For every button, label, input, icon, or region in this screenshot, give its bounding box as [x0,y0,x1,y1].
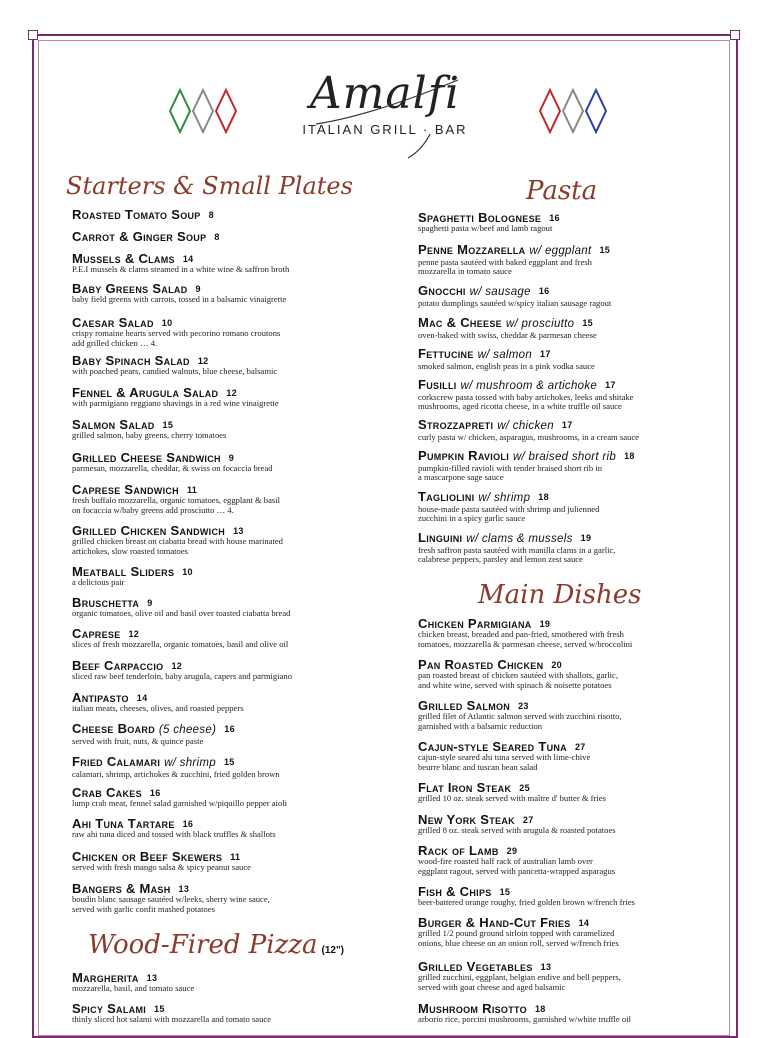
menu-item-description: lump crab meat, fennel salad garnished w/piquillo pepper aioli [72,798,288,808]
menu-item [418,885,728,908]
section-title-pizza-wrap [88,930,344,960]
diamond-ornament-left [168,88,238,134]
menu-item-option: w/ sausage [469,286,531,298]
menu-item-description: slices of fresh mozzarella, organic tomatoes, basil and olive oil [72,639,289,649]
menu-item-description: served with fresh mango salsa & spicy peanut sauce [72,862,251,872]
menu-item-price: 12 [128,629,140,639]
menu-item [72,1002,392,1025]
menu-item-description: pan roasted breast of chicken sautéed with shallots, garlic, and white wine, served with spinach & noisette potatoes [418,670,618,690]
menu-item-name: Caprese [72,626,121,641]
menu-item-description: potato dumplings sautéed w/spicy italian sausage ragout [418,297,612,308]
menu-item-name: Chicken Parmigiana [418,616,532,631]
logo-name: Amalfi [309,68,461,119]
menu-item-price: 15 [599,245,611,255]
menu-item-description: italian meats, cheeses, olives, and roasted peppers [72,703,244,713]
menu-item-description: cajun-style seared ahi tuna served with lime-chive beurre blanc and tuscan bean salad [418,752,591,772]
menu-item-title [418,347,728,362]
menu-item-name: New York Steak [418,812,515,827]
menu-item-price: 16 [549,213,560,223]
menu-item-description: crispy romaine hearts served with pecorino romano croutons add grilled chicken … 4. [72,328,281,348]
menu-item-description: grilled 10 oz. steak served with maître d' butter & fries [418,793,606,803]
menu-item-description: calamari, shrimp, artichokes & zucchini, fried golden brown [72,768,280,779]
menu-item [418,658,728,690]
menu-item [72,627,392,650]
menu-item-option: w/ mushroom & artichoke [460,380,598,392]
menu-item [72,722,392,746]
menu-item-name: Fusilli [418,377,457,392]
menu-item-price: 15 [582,318,593,328]
menu-item [418,243,728,277]
menu-item-description: grilled 1/2 pound ground sirloin topped with caramelized onions, blue cheese on an onion roll, served w/french fries [418,928,619,948]
menu-item-option: w/ eggplant [529,245,592,257]
menu-item-price: 14 [182,254,194,264]
menu-item-name: Grilled Chicken Sandwich [72,523,226,538]
menu-item-description: a delicious pair [72,577,125,587]
menu-item-price: 13 [146,973,158,983]
menu-item-name: Mussels & Clams [72,251,175,266]
menu-item-price: 18 [534,1004,546,1014]
menu-item-name: Roasted Tomato Soup [72,207,201,222]
menu-item-price: 13 [233,526,244,536]
menu-item-description: arborio rice, porcini mushrooms, garnished w/white truffle oil [418,1014,631,1024]
menu-item-price: 19 [539,619,551,629]
menu-item-description: curly pasta w/ chicken, asparagus, mushrooms, in a cream sauce [418,431,639,442]
menu-item-description: raw ahi tuna diced and tossed with black truffles & shallots [72,829,276,839]
menu-item-price: 15 [154,1004,165,1014]
menu-item-price: 16 [224,724,235,734]
menu-item-name: Flat Iron Steak [418,780,512,795]
menu-item-option: w/ shrimp [164,757,216,769]
menu-item-title [72,208,392,221]
menu-item [72,386,392,409]
menu-item-price: 27 [522,815,534,825]
menu-item-name: Linguini [418,530,463,545]
menu-item-name: Bangers & Mash [72,881,171,896]
menu-item [72,817,392,840]
menu-item-title [418,531,728,546]
menu-item-price: 29 [506,846,518,856]
menu-item [418,449,728,483]
menu-item-description: fresh buffalo mozzarella, organic tomatoes, eggplant & basil on focaccia w/baby greens add prosciutto … 4. [72,495,281,515]
menu-item-title [418,418,728,433]
menu-item-name: Crab Cakes [72,785,142,800]
menu-item-description: grilled zucchini, eggplant, belgian endive and bell peppers, served with goat cheese and aged balsamic [418,972,621,992]
menu-item-option: w/ braised short rib [512,451,617,463]
menu-item-name: Antipasto [72,690,129,705]
menu-item-price: 10 [161,318,173,328]
menu-item-price: 12 [226,388,237,398]
menu-item-description: wood-fire roasted half rack of australian lamb over eggplant ragout, served with pancetta-wrapped asparagus [418,856,616,876]
menu-item-price: 27 [574,742,586,752]
menu-item-description: mozzarella, basil, and tomato sauce [72,983,195,993]
menu-item [72,524,392,556]
menu-item-description: spaghetti pasta w/beef and lamb ragout [418,223,553,233]
menu-item-description: house-made pasta sautéed with shrimp and julienned zucchini in a spicy garlic sauce [418,503,600,524]
restaurant-logo [300,70,470,160]
menu-item-description: grilled salmon, baby greens, cherry tomatoes [72,430,227,440]
menu-item [418,378,728,412]
menu-item-description: penne pasta sautéed with baked eggplant and fresh mozzarella in tomato sauce [418,256,592,277]
menu-item [72,882,392,914]
menu-item [72,786,392,809]
menu-item-price: 17 [605,380,616,390]
menu-item-description: grilled 8 oz. steak served with arugula & roasted potatoes [418,825,616,835]
pizza-size: (12") [321,945,345,956]
menu-item-price: 17 [540,349,551,359]
menu-item-name: Penne Mozzarella [418,242,526,257]
menu-item-price: 17 [561,420,573,430]
menu-item-name: Salmon Salad [72,417,155,432]
menu-item-name: Cajun-style Seared Tuna [418,739,567,754]
logo-swoosh-icon [310,76,460,162]
menu-item-price: 12 [197,356,209,366]
menu-item-price: 11 [230,852,241,862]
menu-item-name: Mac & Cheese [418,315,502,330]
menu-item [418,490,728,524]
section-title-pasta: Pasta [526,176,598,206]
corner-ornament [730,30,740,40]
menu-item-price: 9 [147,598,153,608]
menu-item-price: 15 [499,887,511,897]
menu-item [418,844,728,876]
menu-item-name: Margherita [72,970,139,985]
menu-item-name: Rack of Lamb [418,843,499,858]
menu-item [418,960,728,992]
menu-item [418,211,728,234]
menu-item [72,230,392,243]
menu-item-name: Strozzapreti [418,417,494,432]
menu-item-description: P.E.I mussels & clams steamed in a white wine & saffron broth [72,264,290,274]
menu-item [418,617,728,649]
menu-item [418,316,728,340]
menu-item-description: grilled filet of Atlantic salmon served with zucchini risotto, garnished with a balsamic reduction [418,711,622,731]
menu-item-option: w/ salmon [477,349,533,361]
menu-item [418,418,728,442]
menu-item-name: Tagliolini [418,489,475,504]
menu-item [418,781,728,804]
menu-item-description: oven-baked with swiss, cheddar & parmesan cheese [418,329,597,340]
menu-item-title [418,490,728,505]
menu-item-description: organic tomatoes, olive oil and basil over toasted ciabatta bread [72,608,291,618]
menu-item [418,813,728,836]
menu-item-price: 8 [214,232,220,242]
menu-item-title [72,722,392,737]
menu-item-description: pumpkin-filled ravioli with tender braised short rib in a mascarpone sage sauce [418,462,603,483]
menu-item-name: Baby Spinach Salad [72,353,190,368]
menu-item-name: Carrot & Ginger Soup [72,229,207,244]
menu-item-price: 8 [208,210,214,220]
menu-item-title [418,316,728,331]
menu-item-name: Beef Carpaccio [72,658,164,673]
menu-item [72,850,392,873]
menu-item-price: 9 [228,453,235,463]
menu-item-description: grilled chicken breast on ciabatta bread with house marinated artichokes, slow roasted tomatoes [72,536,283,556]
menu-item-description: corkscrew pasta tossed with baby artichokes, leeks and shitake mushrooms, aged ricotta cheese, in a white truffle oil sauce [418,391,634,412]
menu-item-price: 11 [186,485,198,495]
menu-item [72,316,392,348]
menu-item-price: 10 [182,567,193,577]
menu-item-name: Pan Roasted Chicken [418,657,544,672]
menu-item-name: Fish & Chips [418,884,492,899]
menu-item-price: 18 [624,451,635,461]
menu-item-option: w/ prosciutto [505,318,575,330]
menu-item-name: Bruschetta [72,595,140,610]
logo-tagline: ITALIAN GRILL · BAR [302,122,468,137]
section-title-starters: Starters & Small Plates [66,172,353,200]
menu-item-option: (5 cheese) [158,724,217,736]
menu-item [72,252,392,275]
menu-item-name: Fennel & Arugula Salad [72,385,219,400]
menu-item-description: with poached pears, candied walnuts, blue cheese, balsamic [72,366,278,376]
menu-item [418,699,728,731]
menu-item [418,531,728,565]
menu-item-price: 19 [580,533,592,543]
menu-item [72,596,392,619]
menu-item-price: 9 [195,284,201,294]
menu-item-title [418,378,728,393]
menu-item-description: fresh saffron pasta sautéed with manilla clams in a garlic, calabrese peppers, parsley and lemon zest sauce [418,544,616,565]
diamond-ornament-right [538,88,608,134]
menu-item-description: chicken breast, breaded and pan-fried, smothered with fresh tomatoes, mozzarella & parmesan cheese, served w/broccolini [418,629,633,649]
corner-ornament [28,30,38,40]
menu-item-description: baby field greens with carrots, tossed in a balsamic vinaigrette [72,294,287,304]
menu-item-name: Baby Greens Salad [72,281,188,296]
menu-item-description: beer-battered orange roughy, fried golden brown w/french fries [418,897,635,907]
menu-item-price: 25 [519,783,530,793]
menu-item-price: 13 [540,962,552,972]
menu-item [72,691,392,714]
menu-item-name: Burger & Hand-Cut Fries [418,915,571,930]
menu-item-name: Mushroom Risotto [418,1001,527,1016]
menu-item-name: Grilled Cheese Sandwich [72,450,221,465]
menu-item [72,354,392,377]
menu-item-title [418,284,728,299]
menu-item-option: w/ chicken [497,420,554,432]
menu-item-name: Ahi Tuna Tartare [72,816,175,831]
menu-item-price: 12 [171,661,183,671]
menu-item [72,282,392,305]
section-title-pizza: Wood-Fired Pizza [88,930,318,960]
menu-item-price: 15 [162,420,174,430]
menu-item [418,916,728,948]
menu-item-price: 16 [149,788,161,798]
menu-item-name: Chicken or Beef Skewers [72,849,223,864]
menu-item [72,659,392,682]
menu-item-price: 18 [538,492,549,502]
menu-item [418,347,728,371]
menu-item-description: smoked salmon, english peas in a pink vodka sauce [418,360,595,371]
menu-item-name: Meatball Sliders [72,564,175,579]
menu-item-description: thinly sliced hot salami with mozzarella and tomato sauce [72,1014,272,1024]
menu-item-title [418,243,728,258]
menu-item-description: sliced raw beef tenderloin, baby arugula, capers and parmigiano [72,671,293,681]
menu-item-price: 20 [551,660,562,670]
menu-item-price: 13 [178,884,190,894]
menu-item-name: Grilled Salmon [418,698,511,713]
menu-item-name: Grilled Vegetables [418,959,533,974]
menu-item [418,1002,728,1025]
menu-item-description: parmesan, mozzarella, cheddar, & swiss on focaccia bread [72,463,273,473]
menu-item-name: Caesar Salad [72,315,154,330]
menu-item-description: served with fruit, nuts, & quince paste [72,735,204,746]
menu-item-option: w/ clams & mussels [466,533,573,545]
menu-item-option: w/ shrimp [478,492,531,504]
menu-item-name: Caprese Sandwich [72,482,179,497]
menu-item-price: 14 [578,918,590,928]
menu-item-price: 14 [136,693,148,703]
menu-item-name: Fried Calamari [72,754,161,769]
menu-item-name: Cheese Board [72,721,155,736]
menu-item-name: Spaghetti Bolognese [418,210,542,225]
menu-item-price: 15 [223,757,235,767]
menu-item [72,208,392,221]
section-title-main-dishes: Main Dishes [478,580,642,610]
menu-item-name: Gnocchi [418,283,466,298]
menu-item-name: Spicy Salami [72,1001,147,1016]
menu-item-price: 16 [182,819,194,829]
menu-item-description: boudin blanc sausage sautéed w/leeks, sherry wine sauce, served with garlic confit mashed potatoes [72,894,270,914]
menu-item [72,755,392,779]
menu-item-title [418,449,728,464]
menu-item-price: 23 [518,701,529,711]
menu-item-name: Fettucine [418,346,474,361]
menu-item [72,565,392,588]
menu-item-title [72,230,392,243]
menu-item-name: Pumpkin Ravioli [418,448,510,463]
menu-item [72,971,392,994]
menu-item [418,284,728,308]
menu-item [72,451,392,474]
menu-item [72,483,392,515]
menu-item-title [72,755,392,770]
menu-item [72,418,392,441]
menu-item-description: with parmigiano reggiano shavings in a red wine vinaigrette [72,398,279,408]
menu-item [418,740,728,772]
menu-item-price: 16 [538,286,550,296]
